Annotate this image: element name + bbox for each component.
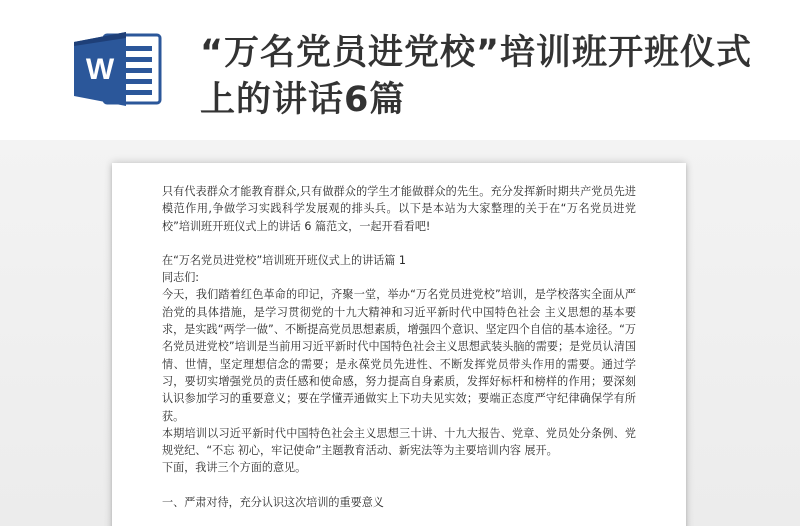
body-paragraph-1: 今天，我们踏着红色革命的印记，齐聚一堂，举办“万名党员进党校”培训，是学校落实全面从严治党的具体措施，是学习贯彻党的十九大精神和习近平新时代中国特色社会 主义思想的基本要求，是实践“两学一做”、不断提高党员思想素质，增强四个意识、坚定四个自信的基本途径。“万名党员进党校”培训是当前用习近平新时代中国特色社会主义思想武装头脑的需要；是党员认清国情、世情，坚定理想信念的需要；是永葆党员先进性、不断发挥党员带头作用的需要。通过学习，要切实增强党员的责任感和使命感，努力提高自身素质，发挥好标杆和榜样的作用；要深刻认识参加学习的重要意义；要在学懂弄通做实上下功夫见实效；要端正态度严守纪律确保学有所获。 <box>162 288 636 423</box>
word-icon-letter: W <box>85 53 115 86</box>
salutation: 同志们: <box>162 271 200 285</box>
header-banner <box>0 0 800 140</box>
body-paragraph-2: 本期培训以习近平新时代中国特色社会主义思想三十讲、十九大报告、党章、党员处分条例、党规党纪、“不忘 初心，牢记使命”主题教育活动、新宪法等为主要培训内容 展开。 <box>162 426 636 458</box>
section-heading-1: 一、严肃对待，充分认识这次培训的重要意义 <box>162 495 384 509</box>
page-title: “万名党员进党校”培训班开班仪式上的讲话6篇 <box>200 33 753 120</box>
paragraph-gap <box>162 477 636 494</box>
paragraph-gap <box>162 235 636 252</box>
word-document-icon <box>74 32 166 106</box>
document-page <box>112 163 686 526</box>
body-paragraph-3: 下面，我讲三个方面的意见。 <box>162 461 307 475</box>
section-title: 在“万名党员进党校”培训班开班仪式上的讲话篇 1 <box>162 253 406 267</box>
intro-paragraph: 只有代表群众才能教育群众,只有做群众的学生才能做群众的先生。充分发挥新时期共产党员先进模范作用,争做学习实践科学发展观的排头兵。以下是本站为大家整理的关于在“万名党员进党校”培训班开班仪式上的讲话 6 篇范文，一起开看看吧! <box>162 185 636 233</box>
